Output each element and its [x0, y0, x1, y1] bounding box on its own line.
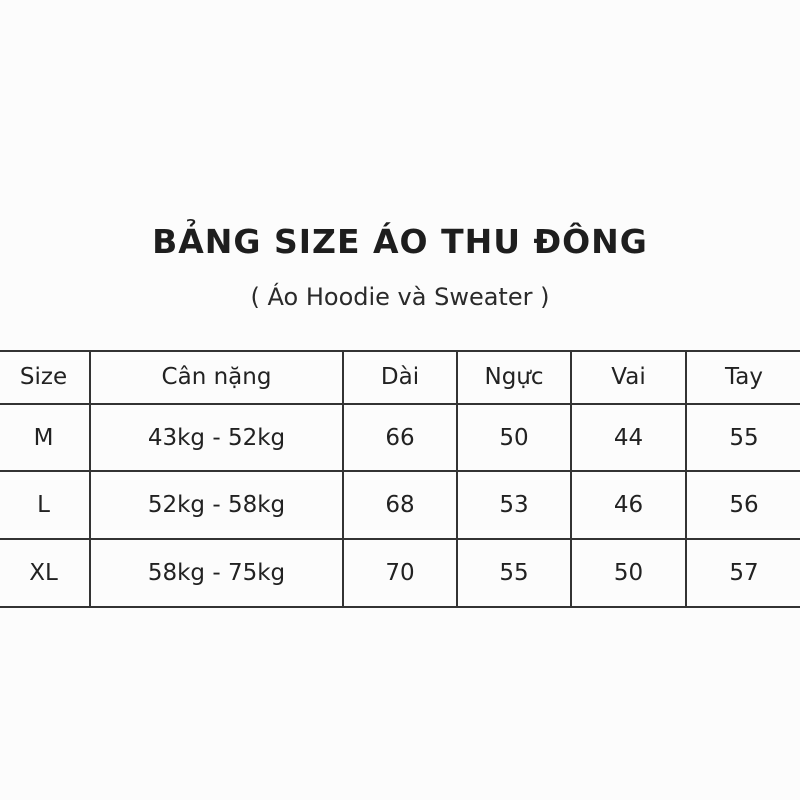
cell-length: 66: [343, 404, 457, 472]
cell-chest: 55: [457, 539, 571, 607]
cell-weight: 43kg - 52kg: [90, 404, 343, 472]
cell-size: M: [0, 404, 90, 472]
header-shoulder: Vai: [571, 351, 686, 404]
cell-size: L: [0, 471, 90, 539]
table-row: [0, 471, 800, 539]
size-table: [0, 350, 800, 608]
cell-weight: 58kg - 75kg: [90, 539, 343, 607]
page-subtitle: ( Áo Hoodie và Sweater ): [250, 283, 550, 311]
cell-shoulder: 44: [571, 404, 686, 472]
cell-weight: 52kg - 58kg: [90, 471, 343, 539]
header-chest: Ngực: [457, 351, 571, 404]
header-weight: Cân nặng: [90, 351, 343, 404]
table-row: [0, 539, 800, 607]
cell-sleeve: 57: [686, 539, 800, 607]
cell-sleeve: 55: [686, 404, 800, 472]
header-length: Dài: [343, 351, 457, 404]
cell-size: XL: [0, 539, 90, 607]
header-sleeve: Tay: [686, 351, 800, 404]
cell-chest: 53: [457, 471, 571, 539]
page-title: BẢNG SIZE ÁO THU ĐÔNG: [152, 222, 648, 261]
cell-shoulder: 50: [571, 539, 686, 607]
header-size: Size: [0, 351, 90, 404]
table-header-row: [0, 351, 800, 404]
cell-length: 68: [343, 471, 457, 539]
table-row: [0, 404, 800, 472]
cell-sleeve: 56: [686, 471, 800, 539]
cell-length: 70: [343, 539, 457, 607]
cell-chest: 50: [457, 404, 571, 472]
cell-shoulder: 46: [571, 471, 686, 539]
